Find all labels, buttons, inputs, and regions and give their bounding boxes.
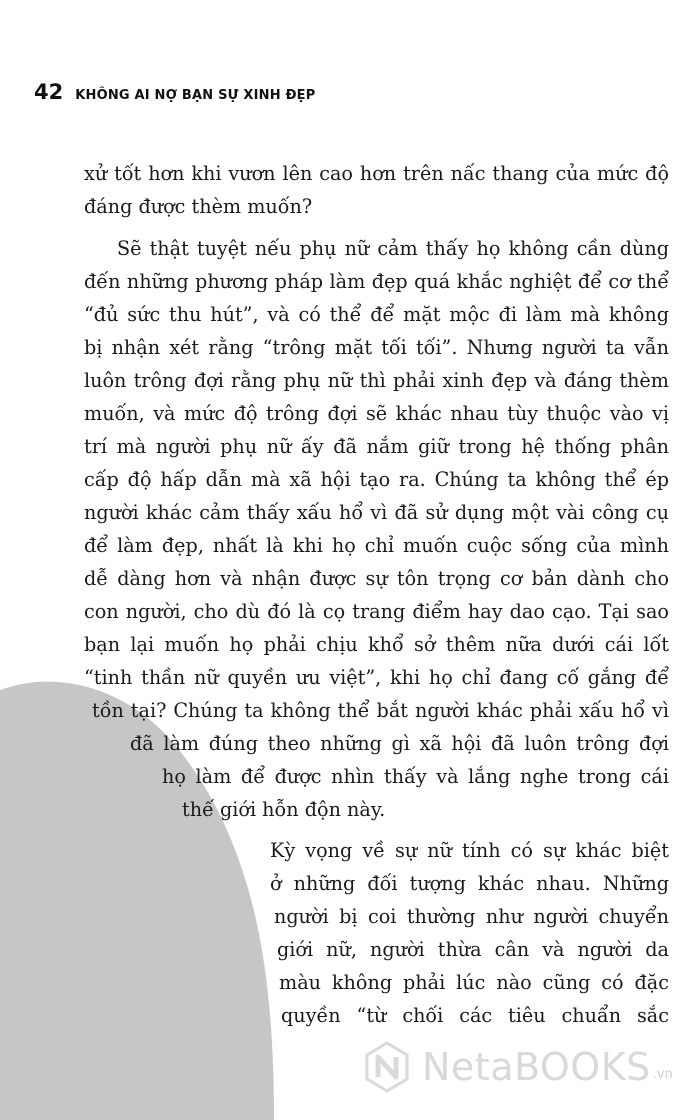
text-line: cấp độ hấp dẫn mà xã hội tạo ra. Chúng ta không thể ép bbox=[84, 468, 669, 491]
text-line: đến những phương pháp làm đẹp quá khắc nghiệt để cơ thể bbox=[84, 270, 669, 293]
text-line: đáng được thèm muốn? bbox=[84, 195, 313, 218]
text-line: người bị coi thường như người chuyển bbox=[274, 905, 669, 928]
text-line: Sẽ thật tuyệt nếu phụ nữ cảm thấy họ không cần dùng bbox=[117, 237, 669, 260]
text-line: luôn trông đợi rằng phụ nữ thì phải xinh đẹp và đáng thèm bbox=[84, 369, 669, 392]
watermark-brand: NetaBOOKS bbox=[422, 1045, 651, 1089]
text-line: giới nữ, người thừa cân và người da bbox=[277, 938, 669, 961]
text-line: người khác cảm thấy xấu hổ vì đã sử dụng một vài công cụ bbox=[84, 501, 669, 524]
text-line: muốn, và mức độ trông đợi sẽ khác nhau tùy thuộc vào vị bbox=[84, 402, 669, 425]
text-line: “tinh thần nữ quyền ưu việt”, khi họ chỉ đang cố gắng để bbox=[84, 666, 669, 689]
running-header bbox=[34, 80, 315, 104]
text-line: tồn tại? Chúng ta không thể bắt người khác phải xấu hổ vì bbox=[92, 699, 669, 722]
text-line: ở những đối tượng khác nhau. Những bbox=[270, 872, 669, 895]
page-number: 42 bbox=[34, 80, 64, 104]
text-line: con người, cho dù đó là cọ trang điểm hay dao cạo. Tại sao bbox=[84, 600, 669, 623]
text-line: bị nhận xét rằng “trông mặt tối tối”. Nhưng người ta vẫn bbox=[84, 336, 669, 359]
watermark-suffix: .vn bbox=[652, 1066, 673, 1082]
text-line: Kỳ vọng về sự nữ tính có sự khác biệt bbox=[270, 839, 669, 862]
text-line: “đủ sức thu hút”, và có thể để mặt mộc đi làm mà không bbox=[84, 303, 669, 326]
text-line: bạn lại muốn họ phải chịu khổ sở thêm nữa dưới cái lốt bbox=[84, 633, 669, 656]
text-line: màu không phải lúc nào cũng có đặc bbox=[279, 971, 669, 994]
text-line: họ làm để được nhìn thấy và lắng nghe trong cái bbox=[162, 765, 669, 788]
text-line: xử tốt hơn khi vươn lên cao hơn trên nấc thang của mức độ bbox=[84, 162, 669, 185]
text-line: dễ dàng hơn và nhận được sự tôn trọng cơ bản dành cho bbox=[84, 567, 669, 590]
text-line: đã làm đúng theo những gì xã hội đã luôn trông đợi bbox=[130, 732, 669, 755]
netabooks-watermark bbox=[360, 1040, 673, 1094]
neta-n-logo-icon bbox=[360, 1040, 414, 1094]
running-title: KHÔNG AI NỢ BẠN SỰ XINH ĐẸP bbox=[75, 88, 316, 103]
text-line: trí mà người phụ nữ ấy đã nắm giữ trong hệ thống phân bbox=[84, 435, 669, 458]
text-line: để làm đẹp, nhất là khi họ chỉ muốn cuộc sống của mình bbox=[84, 534, 669, 557]
text-line: thế giới hỗn độn này. bbox=[182, 798, 386, 821]
text-line: quyền “từ chối các tiêu chuẩn sắc bbox=[281, 1004, 669, 1027]
